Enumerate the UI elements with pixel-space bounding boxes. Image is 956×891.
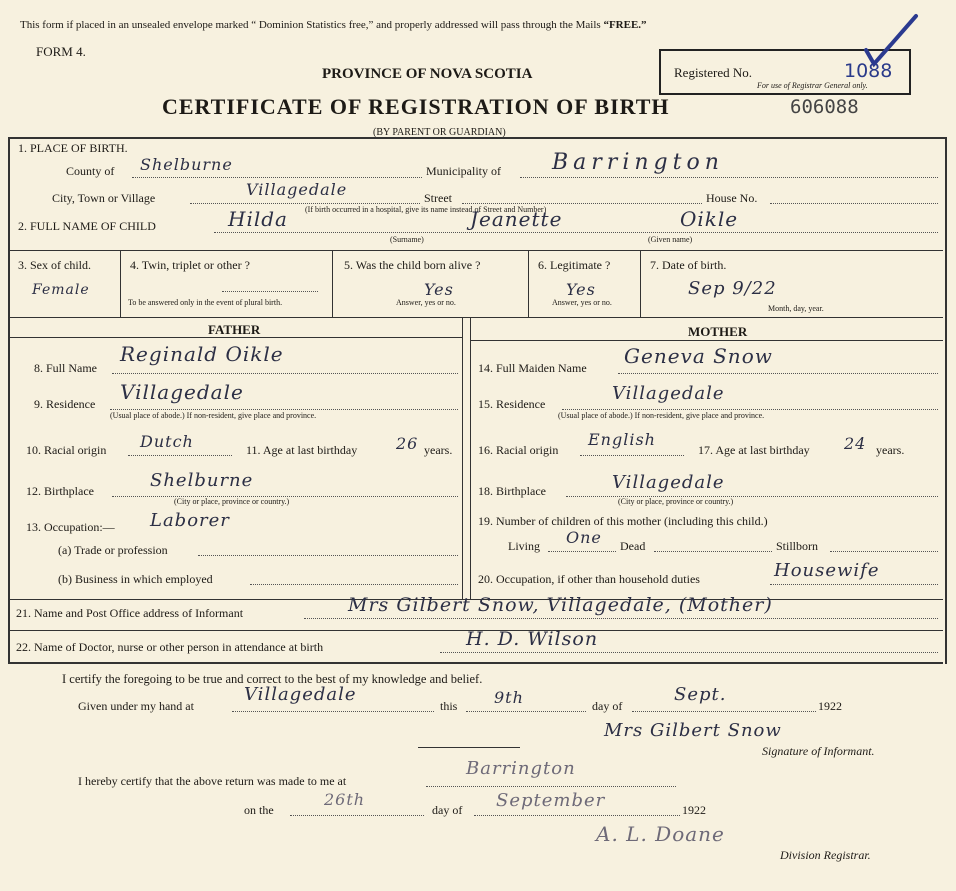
- mother-residence-value: Villagedale: [612, 383, 725, 404]
- on-the-label: on the: [244, 803, 274, 817]
- mother-occupation-label: 20. Occupation, if other than household duties: [478, 572, 700, 586]
- certify-statement: I certify the foregoing to be true and correct to the best of my knowledge and belief.: [62, 672, 483, 686]
- dead-label: Dead: [620, 539, 646, 553]
- registered-label: Registered No.: [674, 65, 752, 80]
- legitimate-note: Answer, yes or no.: [552, 298, 612, 307]
- father-name-value: Reginald Oikle: [120, 342, 284, 366]
- certify-month-value: Sept.: [674, 684, 727, 705]
- certify-place-value: Villagedale: [244, 684, 357, 705]
- mother-heading: MOTHER: [688, 324, 748, 339]
- municipality-value: Barrington: [552, 150, 724, 175]
- surname-note: (Surname): [390, 235, 424, 244]
- hospital-note: (If birth occurred in a hospital, give its name instead of Street and Number): [305, 205, 547, 214]
- registrar-day-of-label: day of: [432, 803, 463, 817]
- father-birthplace-label: 12. Birthplace: [26, 484, 94, 498]
- father-business-label: (b) Business in which employed: [58, 572, 213, 586]
- stillborn-label: Stillborn: [776, 539, 819, 553]
- father-years-label: years.: [424, 443, 453, 457]
- father-occupation-label: 13. Occupation:—: [26, 520, 115, 534]
- province-heading: PROVINCE OF NOVA SCOTIA: [322, 66, 533, 82]
- document-title: CERTIFICATE OF REGISTRATION OF BIRTH: [162, 94, 670, 119]
- mother-residence-label: 15. Residence: [478, 397, 546, 411]
- certify-day-value: 9th: [494, 688, 524, 707]
- sex-label: 3. Sex of child.: [18, 258, 91, 272]
- children-count-label: 19. Number of children of this mother (including this child.): [478, 514, 768, 528]
- postal-notice-text: This form if placed in an unsealed envelope marked “ Dominion Statistics free,” and properly addressed will pass through the Mails: [20, 19, 601, 31]
- mother-birthplace-value: Villagedale: [612, 472, 725, 493]
- postal-notice: [20, 19, 647, 31]
- house-number-label: House No.: [706, 191, 758, 205]
- place-of-birth-heading: 1. PLACE OF BIRTH.: [18, 141, 128, 155]
- mother-years-label: years.: [876, 443, 905, 457]
- father-racial-origin-value: Dutch: [140, 432, 194, 451]
- city-label: City, Town or Village: [52, 191, 156, 205]
- father-age-label: 11. Age at last birthday: [246, 443, 358, 457]
- registered-number: 1088: [844, 60, 893, 82]
- city-value: Villagedale: [246, 180, 348, 199]
- registrar-signature: A. L. Doane: [596, 822, 725, 846]
- postal-notice-free: “FREE.”: [603, 19, 647, 31]
- twin-note: To be answered only in the event of plural birth.: [128, 298, 283, 307]
- father-residence-label: 9. Residence: [34, 397, 96, 411]
- father-age-value: 26: [396, 434, 419, 453]
- form-number: FORM 4.: [36, 44, 86, 59]
- child-name-label: 2. FULL NAME OF CHILD: [18, 219, 156, 233]
- father-occupation-value: Laborer: [150, 510, 230, 531]
- mother-age-value: 24: [844, 434, 867, 453]
- checkmark-icon: [860, 12, 920, 68]
- given-name-note: (Given name): [648, 235, 693, 244]
- stamped-number: 606088: [790, 96, 859, 118]
- mother-name-value: Geneva Snow: [624, 344, 773, 368]
- informant-label: 21. Name and Post Office address of Informant: [16, 606, 244, 620]
- mother-age-label: 17. Age at last birthday: [698, 443, 810, 457]
- doctor-value: H. D. Wilson: [466, 628, 599, 650]
- date-note: Month, day, year.: [768, 304, 824, 313]
- child-middle-value: Jeanette: [470, 207, 563, 231]
- father-residence-note: (Usual place of abode.) If non-resident, give place and province.: [110, 411, 317, 420]
- mother-birthplace-label: 18. Birthplace: [478, 484, 546, 498]
- day-of-label: day of: [592, 699, 623, 713]
- sex-value: Female: [32, 282, 90, 298]
- county-value: Shelburne: [140, 155, 233, 174]
- informant-signature: Mrs Gilbert Snow: [604, 720, 782, 741]
- father-birthplace-value: Shelburne: [150, 470, 254, 491]
- registrar-month-value: September: [496, 790, 606, 811]
- registrar-place-value: Barrington: [466, 758, 576, 779]
- father-birthplace-note: (City or place, province or country.): [174, 497, 290, 506]
- father-heading: FATHER: [208, 322, 261, 337]
- father-residence-value: Villagedale: [120, 380, 244, 404]
- date-of-birth-value: Sep 9/22: [688, 278, 777, 299]
- alive-value: Yes: [424, 280, 454, 299]
- county-label: County of: [66, 164, 115, 178]
- given-under-label: Given under my hand at: [78, 699, 194, 713]
- this-label: this: [440, 699, 458, 713]
- informant-value: Mrs Gilbert Snow, Villagedale, (Mother): [348, 594, 773, 616]
- street-label: Street: [424, 191, 452, 205]
- date-of-birth-label: 7. Date of birth.: [650, 258, 727, 272]
- registrar-signature-label: Division Registrar.: [780, 848, 871, 862]
- mother-racial-origin-value: English: [588, 430, 656, 449]
- informant-signature-label: Signature of Informant.: [762, 744, 875, 758]
- father-name-label: 8. Full Name: [34, 361, 97, 375]
- mother-residence-note: (Usual place of abode.) If non-resident, give place and province.: [558, 411, 765, 420]
- document-subtitle: (BY PARENT OR GUARDIAN): [373, 127, 506, 138]
- alive-label: 5. Was the child born alive ?: [344, 258, 481, 272]
- mother-occupation-value: Housewife: [774, 560, 880, 581]
- living-label: Living: [508, 539, 540, 553]
- living-value: One: [566, 528, 602, 547]
- registrar-day-value: 26th: [324, 790, 366, 809]
- legitimate-label: 6. Legitimate ?: [538, 258, 611, 272]
- mother-birthplace-note: (City or place, province or country.): [618, 497, 734, 506]
- child-surname-value: Oikle: [680, 207, 739, 231]
- legitimate-value: Yes: [566, 280, 596, 299]
- registrar-year-value: 1922: [682, 803, 706, 817]
- child-given-value: Hilda: [228, 207, 288, 231]
- alive-note: Answer, yes or no.: [396, 298, 456, 307]
- doctor-label: 22. Name of Doctor, nurse or other person in attendance at birth: [16, 640, 324, 654]
- certify-year-value: 1922: [818, 699, 842, 713]
- registrar-statement: I hereby certify that the above return was made to me at: [78, 774, 347, 788]
- municipality-label: Municipality of: [426, 164, 501, 178]
- father-trade-label: (a) Trade or profession: [58, 543, 168, 557]
- mother-name-label: 14. Full Maiden Name: [478, 361, 587, 375]
- mother-racial-origin-label: 16. Racial origin: [478, 443, 559, 457]
- father-racial-origin-label: 10. Racial origin: [26, 443, 107, 457]
- registrar-note: For use of Registrar General only.: [757, 81, 868, 90]
- twin-label: 4. Twin, triplet or other ?: [130, 258, 250, 272]
